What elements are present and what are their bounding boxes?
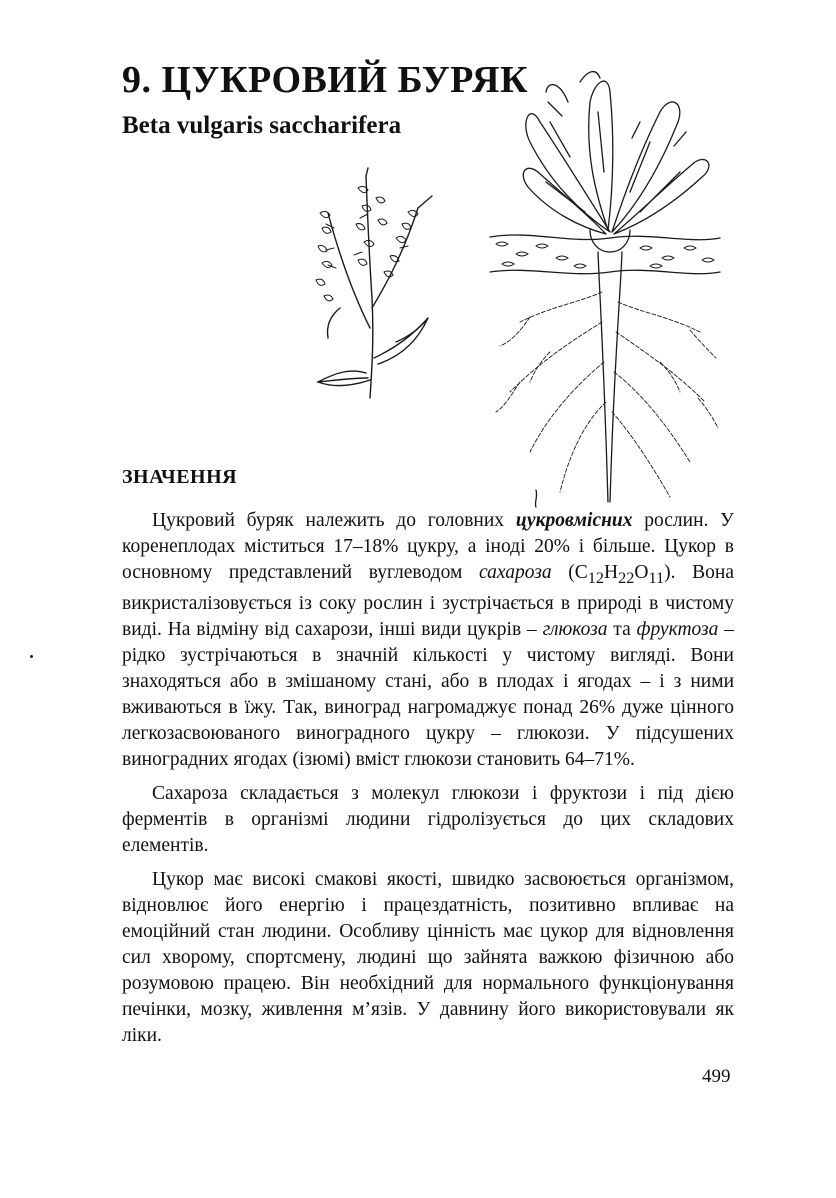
flowering-stem-illustration [300, 168, 445, 403]
formula-subscript: 22 [618, 568, 635, 587]
page-number: 499 [702, 1066, 731, 1087]
formula-part: (C [551, 562, 588, 583]
paragraph-1 [122, 508, 734, 773]
text-run: Цукровий буряк належить до головних [152, 510, 516, 531]
latin-name: Beta vulgaris saccharifera [122, 112, 402, 139]
emphasis-term: фруктоза [636, 618, 719, 640]
paragraph-3: Цукор має високі смакові якості, швидко засвоюється організмом, відновлює його енергію і працездатність, позитивно впливає на емоційний стан людини. Особливу цінність має цукор для відновлення сил хворому, спортсмену, людині що зайнята важкою фізичною або розумовою працею. Він необхідний для нормального функціонування печінки, мозку, живлення м’язів. У давнину його використовували як ліки. [122, 868, 734, 1046]
formula-subscript: 11 [648, 568, 665, 587]
text-run: ). Вона викристалізовується із соку рослин і зустрічається в природі в чистому виді. На відміну від сахарози, інші види цукрів – [122, 562, 734, 640]
text-run: та [607, 618, 637, 640]
body-text [122, 508, 734, 1057]
emphasis-term: цукровмісних [515, 510, 633, 531]
formula-subscript: 12 [587, 568, 605, 587]
margin-dot [30, 655, 33, 658]
text-run: рослин. У коренеплодах міститься 17–18% цукру, а іноді 20% і більше. Цукор в основному представлений вуглеводом [122, 510, 734, 583]
text-run: – рідко зустрічаються в значній кількості у чистому вигляді. Вони знаходяться або в змішаному стані, або в плодах і ягодах – і з ними вживаються в їжу. Так, виноград нагромаджує понад 26% дуже цінного легкозасвоюваного виноградного цукру – глюкози. У підсушених виноградних ягодах (ізюмі) вміст глюкози становить 64–71%. [122, 618, 734, 770]
beet-plant-with-roots-illustration [490, 62, 720, 507]
section-heading: ЗНАЧЕННЯ [122, 466, 238, 488]
emphasis-term: глюкоза [542, 618, 608, 640]
page-title: 9. ЦУКРОВИЙ БУРЯК [122, 59, 528, 101]
formula-part: O [634, 562, 649, 583]
formula-part: H [604, 562, 619, 583]
paragraph-2: Сахароза складається з молекул глюкози і фруктози і під дією ферментів в організмі людини гідролізується до цих складових елементів. [122, 782, 734, 856]
emphasis-term: сахароза [478, 562, 552, 583]
